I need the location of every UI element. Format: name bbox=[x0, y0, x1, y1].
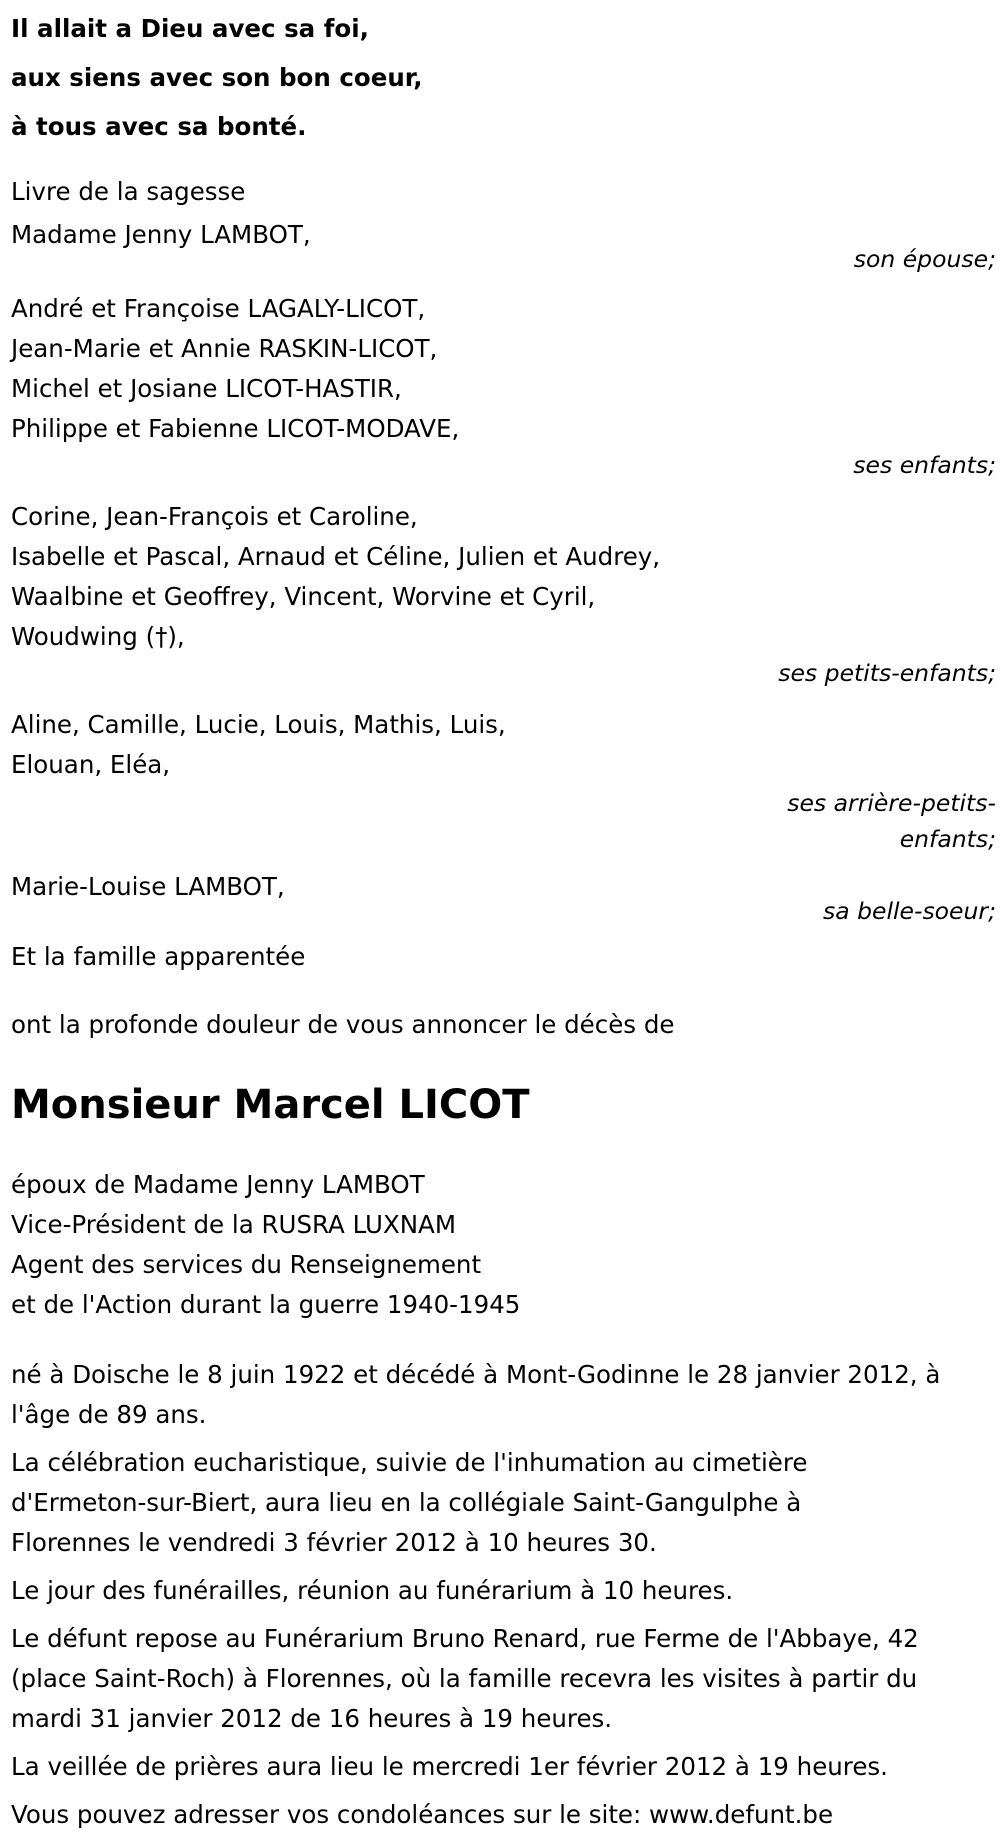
family-name-line: Michel et Josiane LICOT-HASTIR, bbox=[11, 374, 402, 403]
family-role: son épouse; bbox=[853, 245, 996, 273]
family-group-great-grandchildren bbox=[11, 705, 996, 857]
family-group-spouse bbox=[11, 215, 996, 277]
quote-line: à tous avec sa bonté. bbox=[11, 112, 307, 141]
title-line: Agent des services du Renseignement bbox=[11, 1250, 482, 1279]
family-role: sa belle-soeur; bbox=[822, 897, 996, 925]
epigraph-quote bbox=[11, 4, 1000, 151]
vigil-text: La veillée de prières aura lieu le mercredi 1er février 2012 à 19 heures. bbox=[11, 1752, 888, 1781]
title-line: époux de Madame Jenny LAMBOT bbox=[11, 1170, 425, 1199]
family-name-line: Madame Jenny LAMBOT, bbox=[11, 220, 311, 249]
family-name-line: Woudwing (†), bbox=[11, 622, 185, 651]
birth-death-text: né à Doische le 8 juin 1922 et décédé à Mont-Godinne le 28 janvier 2012, à l'âge de 89 ans. bbox=[11, 1360, 941, 1429]
family-name-line: Philippe et Fabienne LICOT-MODAVE, bbox=[11, 414, 460, 443]
announcement-text: ont la profonde douleur de vous annoncer le décès de bbox=[11, 1010, 675, 1039]
family-name-line: André et Françoise LAGALY-LICOT, bbox=[11, 294, 426, 323]
family-group-sister-in-law bbox=[11, 867, 996, 929]
deceased-name: Monsieur Marcel LICOT bbox=[11, 1082, 530, 1128]
family-name-line: Jean-Marie et Annie RASKIN-LICOT, bbox=[11, 334, 438, 363]
condolences-text: Vous pouvez adresser vos condoléances sur le site: www.defunt.be bbox=[11, 1800, 834, 1829]
family-role: ses enfants; bbox=[853, 451, 996, 479]
obituary-page bbox=[0, 4, 1000, 1835]
family-name-line: Elouan, Eléa, bbox=[11, 750, 171, 779]
family-name-line: Waalbine et Geoffrey, Vincent, Worvine et Cyril, bbox=[11, 582, 596, 611]
family-name-line: Aline, Camille, Lucie, Louis, Mathis, Luis, bbox=[11, 710, 506, 739]
quote-line: aux siens avec son bon coeur, bbox=[11, 63, 423, 92]
family-closing: Et la famille apparentée bbox=[11, 942, 306, 971]
deceased-titles bbox=[11, 1165, 1000, 1325]
family-role: ses arrière-petits-enfants; bbox=[787, 789, 996, 853]
family-group-children bbox=[11, 289, 996, 483]
family-group-grandchildren bbox=[11, 497, 996, 691]
details-section bbox=[11, 1355, 981, 1835]
family-name-line: Marie-Louise LAMBOT, bbox=[11, 872, 285, 901]
family-name-line: Isabelle et Pascal, Arnaud et Céline, Julien et Audrey, bbox=[11, 542, 661, 571]
family-role: ses petits-enfants; bbox=[778, 659, 996, 687]
ceremony-text: La célébration eucharistique, suivie de l'inhumation au cimetière d'Ermeton-sur-Biert, aura lieu en la collégiale Saint-Gangulphe à Florennes le vendredi 3 février 2012 à 10 heures 30. bbox=[11, 1448, 808, 1557]
title-line: et de l'Action durant la guerre 1940-1945 bbox=[11, 1290, 521, 1319]
family-name-line: Corine, Jean-François et Caroline, bbox=[11, 502, 418, 531]
gathering-text: Le jour des funérailles, réunion au funérarium à 10 heures. bbox=[11, 1576, 734, 1605]
quote-line: Il allait a Dieu avec sa foi, bbox=[11, 14, 369, 43]
title-line: Vice-Président de la RUSRA LUXNAM bbox=[11, 1210, 456, 1239]
repose-text: Le défunt repose au Funérarium Bruno Renard, rue Ferme de l'Abbaye, 42 (place Saint-Roch) à Florennes, où la famille recevra les visites à partir du mardi 31 janvier 2012 de 16 heures à 19 heures. bbox=[11, 1624, 919, 1733]
quote-source: Livre de la sagesse bbox=[11, 177, 246, 206]
